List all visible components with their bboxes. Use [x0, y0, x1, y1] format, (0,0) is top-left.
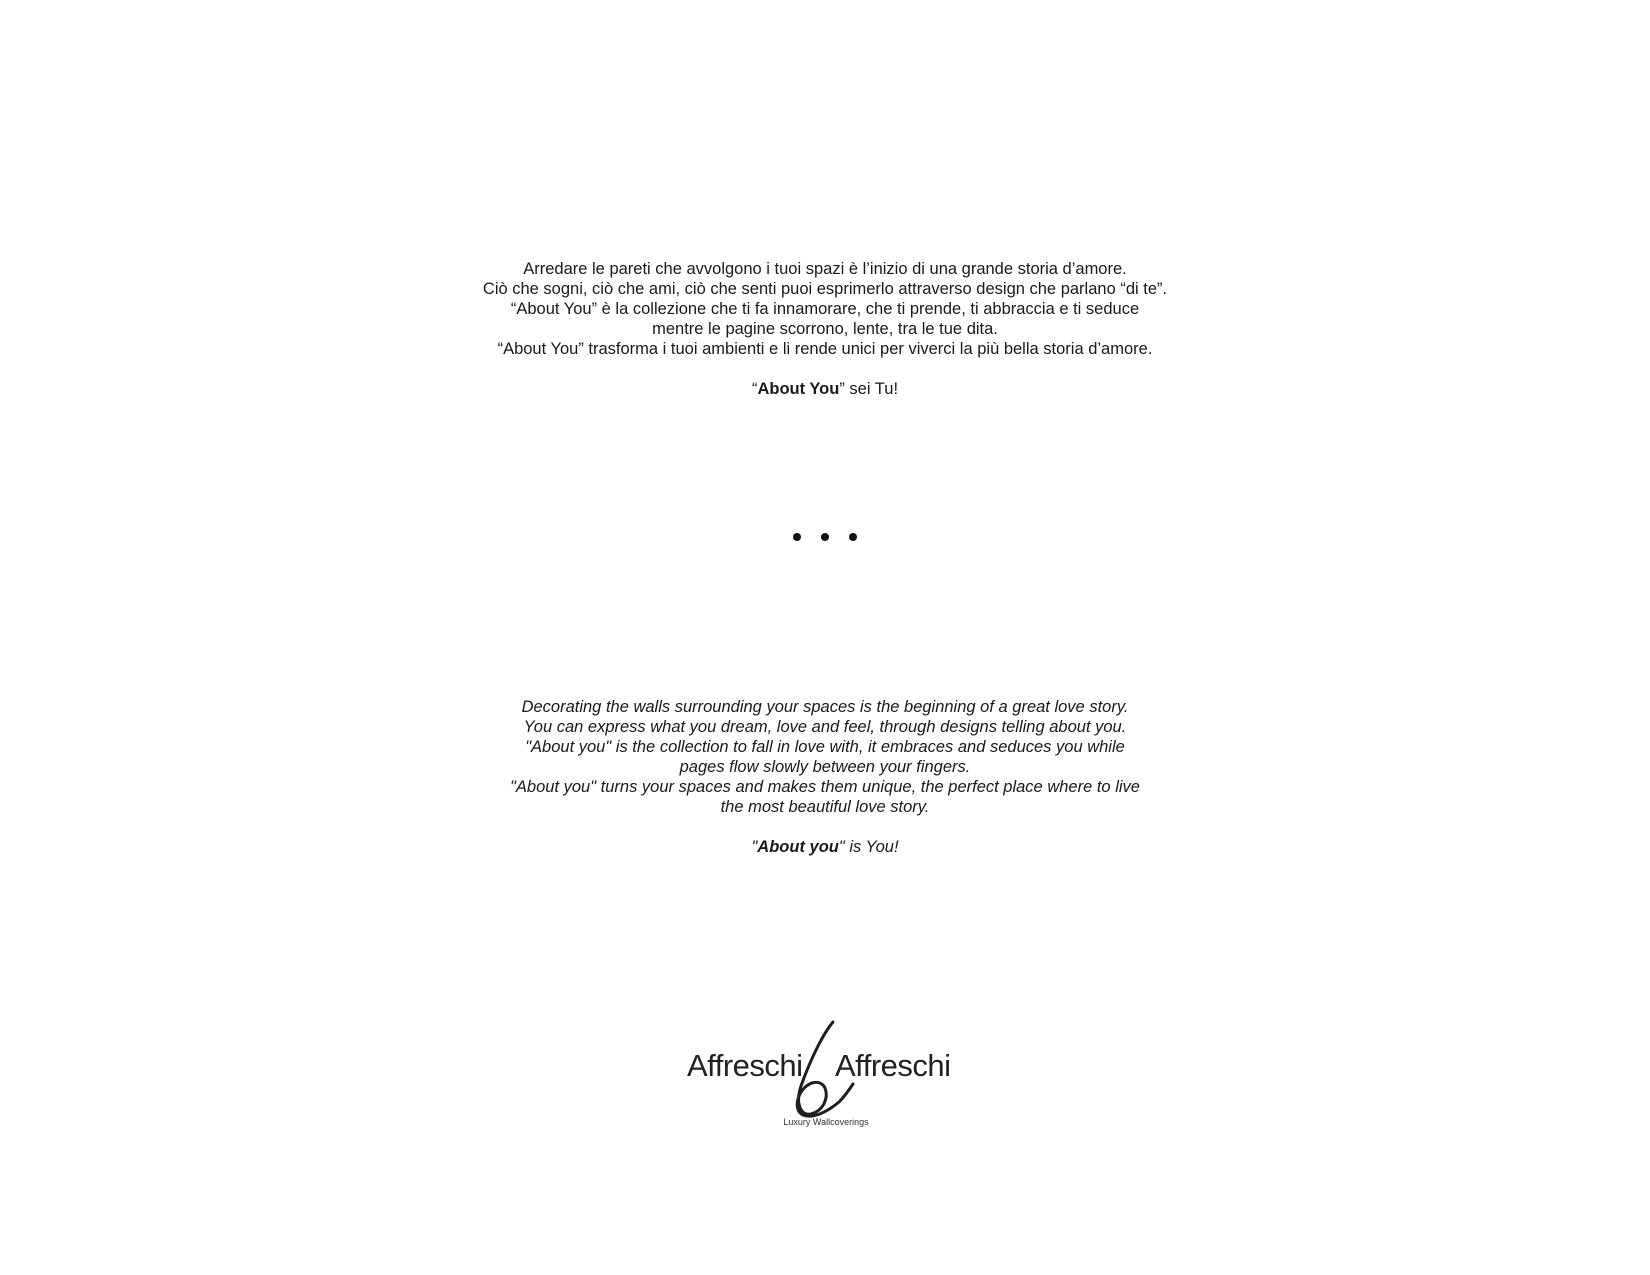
logo-right-word: Affreschi	[835, 1048, 951, 1083]
english-line: Decorating the walls surrounding your spaces is the beginning of a great love story.	[521, 698, 1129, 716]
italian-text-block	[0, 259, 1650, 399]
separator-dot	[821, 533, 829, 541]
english-tagline	[0, 837, 1650, 857]
english-tagline-bold: About you	[757, 838, 839, 856]
english-line: pages flow slowly between your fingers.	[679, 758, 971, 776]
english-line: "About you" turns your spaces and makes them unique, the perfect place where to live	[510, 778, 1140, 796]
english-tagline-open-quote: "	[751, 838, 758, 856]
english-text-block	[0, 697, 1650, 857]
separator-dot	[793, 533, 801, 541]
italian-tagline	[0, 379, 1650, 399]
brand-logo-graphic	[687, 1018, 967, 1130]
brand-logo	[687, 1018, 967, 1130]
english-tagline-rest: " is You!	[838, 838, 899, 856]
italian-tagline-bold: About You	[757, 380, 840, 398]
separator-dot	[849, 533, 857, 541]
logo-left-word: Affreschi	[687, 1048, 803, 1083]
logo-subtitle: Luxury Wallcoverings	[783, 1117, 869, 1127]
italian-line: “About You” è la collezione che ti fa innamorare, che ti prende, ti abbraccia e ti seduce	[510, 300, 1140, 318]
separator-dots	[0, 533, 1650, 541]
italian-line: Arredare le pareti che avvolgono i tuoi spazi è l’inizio di una grande storia d’amore.	[523, 260, 1127, 278]
english-line: the most beautiful love story.	[720, 798, 930, 816]
italian-line: Ciò che sogni, ciò che ami, ciò che senti puoi esprimerlo attraverso design che parlano “di te”.	[482, 280, 1168, 298]
english-line: "About you" is the collection to fall in love with, it embraces and seduces you while	[525, 738, 1125, 756]
english-line: You can express what you dream, love and feel, through designs telling about you.	[523, 718, 1127, 736]
italian-tagline-rest: ” sei Tu!	[839, 380, 899, 398]
italian-line: “About You” trasforma i tuoi ambienti e li rende unici per viverci la più bella storia d’amore.	[497, 340, 1153, 358]
italian-tagline-open-quote: “	[751, 380, 758, 398]
italian-line: mentre le pagine scorrono, lente, tra le tue dita.	[652, 320, 998, 338]
